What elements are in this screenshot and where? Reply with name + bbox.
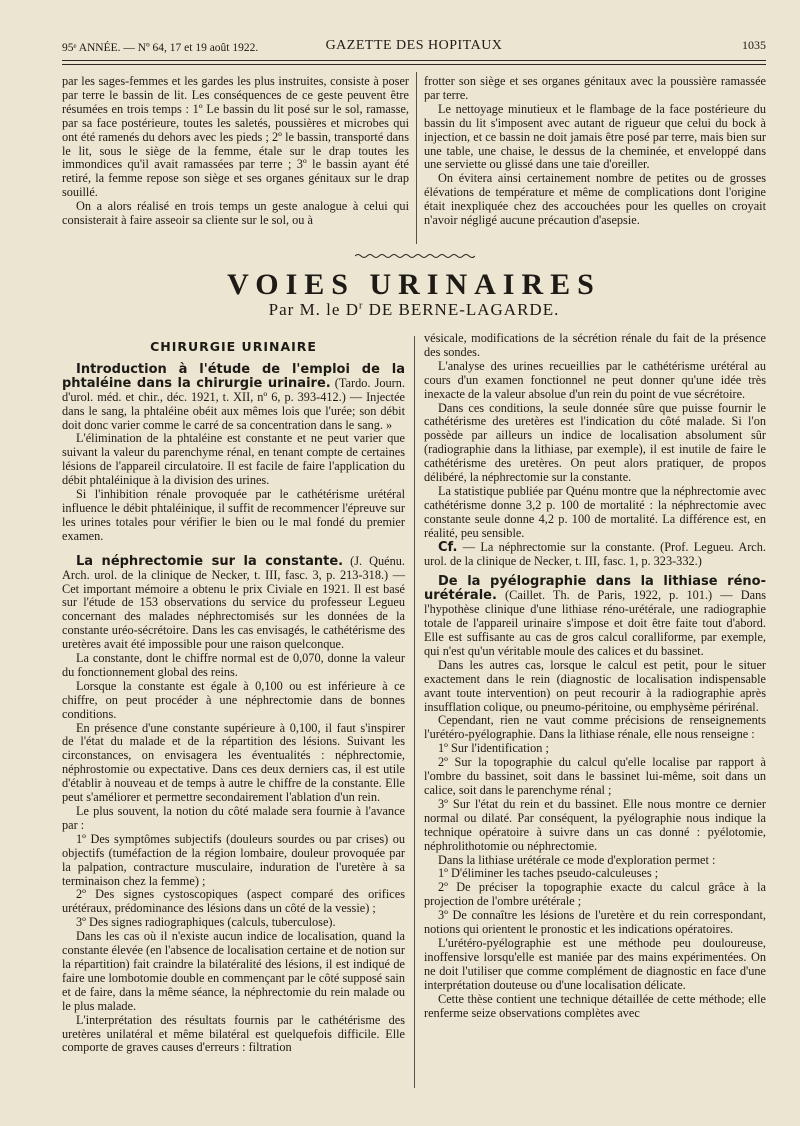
paragraph: Si l'inhibition rénale provoquée par le cathétérisme urétéral influence le débit phtaléinique, il suffit de recommencer l'épreuve sur les urines totales pour vérifier le bien ou le mal fondé du premier examen. (62, 487, 405, 543)
paragraph: Dans les cas où il n'existe aucun indice de localisation, quand la constante élevée (en l'absence de localisation certaine et de notion sur la répartition) fait craindre la bilatéralité des lésions, il est indiqué de faire une lombotomie double en commençant par le côté supposé sain et de faire, dans la même séance, la néphrectomie du rein malade ou le plus malade. (62, 929, 405, 1013)
paragraph: Cependant, rien ne vaut comme précisions de renseignements l'urétéro-pyélographie. Dans la lithiase rénale, elle nous renseigne : (424, 713, 766, 742)
byline (62, 300, 766, 320)
paragraph: frotter son siège et ses organes génitaux avec la poussière ramassée par terre. (424, 74, 766, 102)
main-right-column (424, 332, 766, 1020)
column-divider (416, 72, 417, 244)
paragraph: Dans ces conditions, la seule donnée sûre que puisse fournir le cathétérisme des uretères est l'indication du côté malade. Si l'on possède par ailleurs un indice de localisation absolument sûr (radiographie dans la lithiase, par exemple), il est inutile de faire le cathétérisme des uretères. On peut alors pratiquer, de propos délibéré, la néphrectomie sur la constante. (424, 400, 766, 485)
article-title: De la pyélographie dans la lithiase réno-urétérale. (424, 574, 766, 604)
paragraph: L'urétéro-pyélographie est une méthode peu douloureuse, inoffensive lorsqu'elle est maniée par des mains expérimentées. On ne doit l'utiliser que comme complément de diagnostic en face d'une interprétation douteuse ou d'une localisation délicate. (424, 935, 766, 992)
paragraph: La constante, dont le chiffre normal est de 0,070, donne la valeur du fonctionnement global des reins. (62, 651, 405, 679)
byline-author: DE BERNE-LAGARDE. (363, 300, 560, 319)
byline-prefix: Par M. le D (268, 300, 359, 319)
paragraph: Dans la lithiase urétérale ce mode d'exploration permet : (438, 852, 716, 867)
paragraph: 1º D'éliminer les taches pseudo-calculeuses ; (438, 866, 659, 881)
header-rule (62, 60, 766, 65)
paragraph: Lorsque la constante est égale à 0,100 ou est inférieure à ce chiffre, on peut procéder à une néphrectomie dans de bonnes conditions. (62, 678, 405, 721)
section-title: VOIES URINAIRES (227, 268, 601, 301)
article-reference: (Caillet. Th. de Paris, 1922, p. 101.) — Dans l'hypothèse clinique d'une lithiase réno-urétérale, une radiographie totale de l'appareil urinaire s'impose et doit être faite tout d'abord. Elle est suffisante au cas de gros calcul coralliforme, par exemple, qui n'est qu'un véritable moule des calices et du bassinet. (424, 588, 766, 658)
paragraph: Le nettoyage minutieux et le flambage de la face postérieure du bassin du lit s'imposent avec autant de rigueur que celui du bock à injection, et ce bassin ne doit jamais être posé par terre, mais bien sur une table, une chaise, le dessus de la cheminée, et enveloppé dans une serviette ou glissé dans une taie d'oreiller. (424, 101, 766, 172)
paragraph: Dans les autres cas, lorsque le calcul est petit, pour le situer exactement dans le rein (diagnostic de localisation indispensable avant toute intervention) on peut recourir à la radiographie après insufflation colique, ou pneumo-péritoine, ou emphysème périrénal. (424, 657, 766, 714)
cf-reference: — La néphrectomie sur la constante. (Prof. Legueu. Arch. urol. de la clinique de Necker, t. III, fasc. 1, p. 323-332.) (424, 539, 766, 568)
article-reference: (Tardo. Journ. d'urol. méd. et chir., déc. 1921, t. XII, nº 6, p. 393-412.) — Injectée dans le sang, la phtaléine obéit aux mêmes lois que l'urée; son débit doit donc varier comme le carré de sa concentration dans le sang. » (62, 375, 405, 432)
subsection-heading: CHIRURGIE URINAIRE (150, 339, 317, 354)
cf-label: Cf. (438, 539, 458, 555)
paragraph: L'élimination de la phtaléine est constante et ne peut varier que suivant la valeur du parenchyme rénal, en tenant compte de certaines lésions de l'appareil circulatoire. Il est facile de faire l'application du débit phtaléinique à la division des urines. (62, 431, 405, 488)
paragraph: L'interprétation des résultats fournis par le cathétérisme des uretères unilatéral et même bilatéral est quelquefois difficile. Elle comporte de graves causes d'erreurs : filtration (62, 1012, 405, 1055)
page-number: 1035 (742, 38, 766, 52)
paragraph: 3º Sur l'état du rein et du bassinet. Elle nous montre ce dernier normal ou dilaté. Par conséquent, la pyélographie nous indique la technique opératoire à suivre dans un cas donné : pyélotomie, néphrolithotomie ou néphrectomie. (424, 796, 766, 853)
paragraph: 1º Sur l'identification ; (438, 741, 549, 756)
column-divider (414, 336, 415, 1088)
journal-title: GAZETTE DES HOPITAUX (325, 38, 503, 53)
top-right-column (424, 75, 766, 228)
paragraph: 2º De préciser la topographie exacte du calcul grâce à la projection de l'ombre urétérale ; (424, 880, 766, 909)
running-header (62, 38, 766, 58)
top-left-column (62, 75, 409, 228)
paragraph: 2º Sur la topographie du calcul qu'elle localise par rapport à l'ombre du bassinet, soit dans le bassinet lui-même, soit dans un calice, soit dans le parenchyme rénal ; (424, 755, 766, 797)
paragraph: 3º Des signes radiographiques (calculs, tuberculose). (76, 915, 336, 930)
article-reference: (J. Quénu. Arch. urol. de la clinique de Necker, t. III, fasc. 3, p. 213-318.) — Cet important mémoire a obtenu le prix Civiale en 1921. Il est basé sur l'étude de 153 observations du service du professeur Legueu concernant des malades néphrectomisés sur les données de la constante uréo-sécrétoire. Dans les cas envisagés, le cathétérisme des uretères avait été impossible pour une raison quelconque. (62, 553, 405, 652)
article-title: Introduction à l'étude de l'emploi de la phtaléine dans la chirurgie urinaire. (62, 361, 405, 391)
article-title: La néphrectomie sur la constante. (76, 553, 344, 569)
paragraph: vésicale, modifications de la sécrétion rénale du fait de la présence des sondes. (424, 331, 766, 359)
paragraph: On évitera ainsi certainement nombre de petites ou de grosses élévations de température et même de complications dont l'origine était inexpliquée chez des accouchées pour les quelles on croyait n'avoir négligé aucune précaution d'asepsie. (424, 171, 766, 228)
paragraph: 2º Des signes cystoscopiques (aspect comparé des orifices urétéraux, prédominance des lésions dans un côté de la vessie) ; (62, 887, 405, 916)
paragraph: Le plus souvent, la notion du côté malade sera fournie à l'avance par : (62, 804, 405, 832)
byline-sup: r (358, 300, 364, 312)
paragraph: 3º De connaître les lésions de l'uretère et du rein correspondant, notions qui orientent le pronostic et les indications opératoires. (424, 908, 766, 937)
main-left-column (62, 340, 405, 1055)
issue-info: 95ᵉ ANNÉE. — Nº 64, 17 et 19 août 1922. (62, 42, 259, 54)
paragraph: On a alors réalisé en trois temps un geste analogue à celui qui consisterait à faire asseoir sa cliente sur le sol, ou à (62, 199, 409, 228)
paragraph: En présence d'une constante supérieure à 0,100, il faut s'inspirer de l'état du malade et de la répartition des lésions. Suivant les circonstances, on envisagera les éventualités : néphrectomie, néphrostomie ou expectative. Dans ces deux derniers cas, il est utile d'établir à nouveau et de temps à autre le chiffre de la constante. Elle peut s'améliorer et permettre secondairement l'ablation d'un rein. (62, 720, 405, 805)
paragraph: par les sages-femmes et les gardes les plus instruites, consiste à poser par terre le bassin de lit. Les conséquences de ce geste peuvent être résumées en trois temps : 1º Le bassin du lit posé sur le sol, ramasse, par sa face postérieure, toutes les saletés, poussières et microbes qui ont été ramenés du dehors avec les pieds ; 2º le bassin, transporté dans le lit, sous le siège de la femme, étale sur le drap toutes les immondices qu'il avait ramassées par terre ; 3º le bassin ayant été retiré, la femme repose son siège et ses organes génitaux sur le drap souillé. (62, 74, 409, 200)
paragraph: 1º Des symptômes subjectifs (douleurs sourdes ou par crises) ou objectifs (tuméfaction de la région lombaire, douleur provoquée par la palpation, contracture musculaire, induration de l'uretère à sa terminaison chez la femme) ; (62, 831, 405, 888)
wavy-separator (355, 253, 475, 259)
paragraph: L'analyse des urines recueillies par le cathétérisme urétéral au cours d'un examen fonctionnel ne peut donner qu'une idée très inexacte de la valeur absolue d'un rein du point de vue sécrétoire. (424, 358, 766, 401)
paragraph: La statistique publiée par Quénu montre que la néphrectomie avec cathétérisme donne 3,2 p. 100 de mortalité : la néphrectomie avec constante seule donne 4,2 p. 100 de mortalité. La différence est, en réalité, peu sensible. (424, 483, 766, 540)
paragraph: Cette thèse contient une technique détaillée de cette méthode; elle renferme seize observations complètes avec (424, 991, 766, 1020)
